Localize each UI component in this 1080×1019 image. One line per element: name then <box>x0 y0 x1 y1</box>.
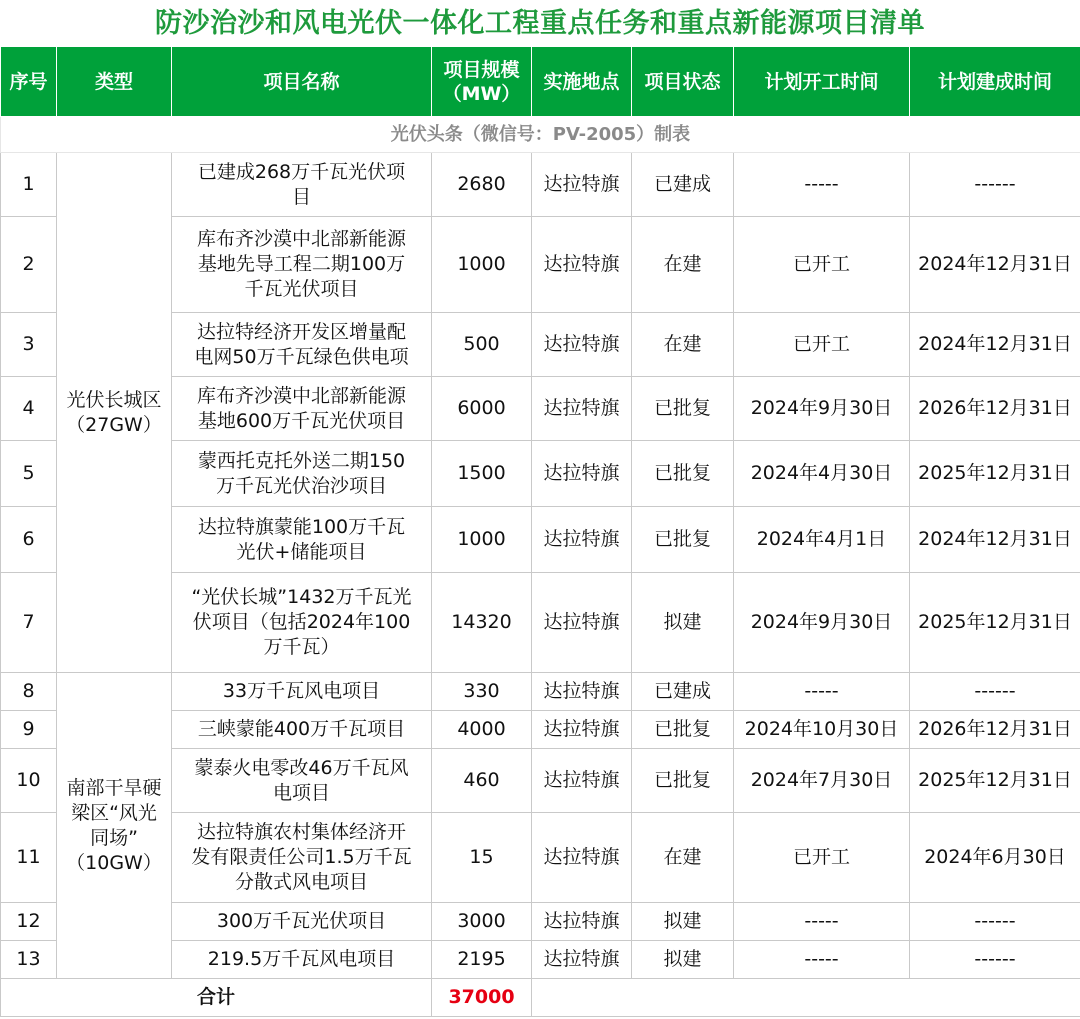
name-line: “光伏长城”1432万千瓦光 <box>191 586 412 608</box>
header-seq: 序号 <box>1 47 57 117</box>
seq-cell: 6 <box>1 507 57 573</box>
scale-cell: 1500 <box>432 441 532 507</box>
scale-cell: 1000 <box>432 217 532 313</box>
seq-cell: 11 <box>1 813 57 903</box>
location-cell: 达拉特旗 <box>532 903 632 941</box>
type-line: 光伏长城区 <box>66 388 162 411</box>
name-line: 达拉特旗蒙能100万千瓦 <box>197 515 406 538</box>
scale-cell: 4000 <box>432 711 532 749</box>
seq-cell: 4 <box>1 377 57 441</box>
status-cell: 已建成 <box>632 153 734 217</box>
status-cell: 拟建 <box>632 941 734 979</box>
name-line: 发有限责任公司1.5万千瓦 <box>191 846 412 868</box>
name-cell <box>172 313 432 377</box>
start-cell: 已开工 <box>734 217 910 313</box>
type-cell <box>57 153 172 673</box>
name-line: 电项目 <box>272 781 330 804</box>
type-line: （10GW） <box>66 851 162 874</box>
header-type: 类型 <box>57 47 172 117</box>
seq-cell: 5 <box>1 441 57 507</box>
start-cell: ----- <box>734 941 910 979</box>
scale-cell: 2195 <box>432 941 532 979</box>
name-cell <box>172 441 432 507</box>
seq-cell: 12 <box>1 903 57 941</box>
header-row <box>1 47 1080 117</box>
start-cell: 2024年4月1日 <box>734 507 910 573</box>
name-line: 分散式风电项目 <box>234 871 368 893</box>
header-finish: 计划建成时间 <box>910 47 1080 117</box>
type-cell <box>57 673 172 979</box>
scale-cell: 15 <box>432 813 532 903</box>
finish-cell: ------ <box>910 903 1080 941</box>
seq-cell: 8 <box>1 673 57 711</box>
finish-cell: 2024年12月31日 <box>910 313 1080 377</box>
finish-cell: 2025年12月31日 <box>910 573 1080 673</box>
name-line: 千瓦光伏项目 <box>244 278 359 300</box>
location-cell: 达拉特旗 <box>532 573 632 673</box>
name-cell <box>172 573 432 673</box>
scale-cell: 3000 <box>432 903 532 941</box>
seq-cell: 10 <box>1 749 57 813</box>
location-cell: 达拉特旗 <box>532 377 632 441</box>
finish-cell: ------ <box>910 941 1080 979</box>
name-line: 目 <box>291 185 311 208</box>
location-cell: 达拉特旗 <box>532 313 632 377</box>
header-start: 计划开工时间 <box>734 47 910 117</box>
scale-cell: 14320 <box>432 573 532 673</box>
name-line: 33万千瓦风电项目 <box>222 680 381 702</box>
location-cell: 达拉特旗 <box>532 813 632 903</box>
name-cell <box>172 507 432 573</box>
name-line: 达拉特经济开发区增量配 <box>196 320 406 343</box>
note-row <box>1 117 1080 153</box>
source-note: 光伏头条（微信号：PV-2005）制表 <box>1 117 1080 153</box>
name-line: 300万千瓦光伏项目 <box>216 910 387 932</box>
status-cell: 在建 <box>632 813 734 903</box>
status-cell: 拟建 <box>632 903 734 941</box>
location-cell: 达拉特旗 <box>532 749 632 813</box>
name-line: 库布齐沙漠中北部新能源 <box>196 384 406 407</box>
start-cell: 已开工 <box>734 313 910 377</box>
status-cell: 在建 <box>632 313 734 377</box>
finish-cell: 2026年12月31日 <box>910 711 1080 749</box>
name-line: 达拉特旗农村集体经济开 <box>196 821 406 843</box>
name-line: 万千瓦） <box>263 636 340 658</box>
total-label: 合计 <box>1 979 432 1017</box>
name-line: 219.5万千瓦风电项目 <box>207 948 396 970</box>
scale-cell: 2680 <box>432 153 532 217</box>
seq-cell: 13 <box>1 941 57 979</box>
name-line: 三峡蒙能400万千瓦项目 <box>197 718 406 740</box>
finish-cell: 2024年12月31日 <box>910 217 1080 313</box>
finish-cell: 2024年12月31日 <box>910 507 1080 573</box>
name-line: 万千瓦光伏治沙项目 <box>215 474 387 497</box>
location-cell: 达拉特旗 <box>532 711 632 749</box>
start-cell: 2024年7月30日 <box>734 749 910 813</box>
start-cell: 2024年10月30日 <box>734 711 910 749</box>
location-cell: 达拉特旗 <box>532 507 632 573</box>
table-row <box>1 153 1080 217</box>
seq-cell: 9 <box>1 711 57 749</box>
start-cell: 2024年9月30日 <box>734 573 910 673</box>
scale-cell: 6000 <box>432 377 532 441</box>
header-name: 项目名称 <box>172 47 432 117</box>
total-row <box>1 979 1080 1017</box>
page-title: 防沙治沙和风电光伏一体化工程重点任务和重点新能源项目清单 <box>155 8 925 39</box>
header-status: 项目状态 <box>632 47 734 117</box>
table-row <box>1 673 1080 711</box>
header-scale-line2: （MW） <box>442 82 521 105</box>
status-cell: 已批复 <box>632 441 734 507</box>
start-cell: ----- <box>734 153 910 217</box>
header-location: 实施地点 <box>532 47 632 117</box>
scale-cell: 330 <box>432 673 532 711</box>
name-cell <box>172 749 432 813</box>
start-cell: ----- <box>734 673 910 711</box>
scale-cell: 460 <box>432 749 532 813</box>
name-cell <box>172 673 432 711</box>
start-cell: ----- <box>734 903 910 941</box>
project-table <box>0 46 1080 1017</box>
name-line: 库布齐沙漠中北部新能源 <box>196 228 406 250</box>
scale-cell: 500 <box>432 313 532 377</box>
seq-cell: 3 <box>1 313 57 377</box>
finish-cell: 2025年12月31日 <box>910 441 1080 507</box>
seq-cell: 7 <box>1 573 57 673</box>
status-cell: 已建成 <box>632 673 734 711</box>
name-cell <box>172 153 432 217</box>
start-cell: 2024年4月30日 <box>734 441 910 507</box>
name-line: 蒙泰火电零改46万千瓦风 <box>194 756 409 779</box>
type-line: （27GW） <box>66 413 162 436</box>
location-cell: 达拉特旗 <box>532 217 632 313</box>
finish-cell: 2024年6月30日 <box>910 813 1080 903</box>
name-line: 基地600万千瓦光伏项目 <box>197 409 406 432</box>
location-cell: 达拉特旗 <box>532 673 632 711</box>
status-cell: 已批复 <box>632 377 734 441</box>
location-cell: 达拉特旗 <box>532 153 632 217</box>
type-line: 南部干旱硬 <box>66 776 162 799</box>
status-cell: 在建 <box>632 217 734 313</box>
name-cell <box>172 813 432 903</box>
name-line: 伏项目（包括2024年100 <box>192 611 411 633</box>
name-cell <box>172 941 432 979</box>
name-cell <box>172 711 432 749</box>
status-cell: 已批复 <box>632 749 734 813</box>
finish-cell: 2025年12月31日 <box>910 749 1080 813</box>
status-cell: 已批复 <box>632 711 734 749</box>
name-cell <box>172 377 432 441</box>
name-line: 光伏+储能项目 <box>236 540 367 563</box>
seq-cell: 2 <box>1 217 57 313</box>
location-cell: 达拉特旗 <box>532 941 632 979</box>
finish-cell: ------ <box>910 153 1080 217</box>
status-cell: 拟建 <box>632 573 734 673</box>
total-blank <box>532 979 1080 1017</box>
header-scale <box>432 47 532 117</box>
status-cell: 已批复 <box>632 507 734 573</box>
name-cell <box>172 903 432 941</box>
finish-cell: 2026年12月31日 <box>910 377 1080 441</box>
seq-cell: 1 <box>1 153 57 217</box>
name-line: 基地先导工程二期100万 <box>197 253 406 275</box>
name-line: 电网50万千瓦绿色供电项 <box>194 345 409 368</box>
header-scale-line1: 项目规模 <box>443 58 520 81</box>
start-cell: 已开工 <box>734 813 910 903</box>
total-value: 37000 <box>432 979 532 1017</box>
name-line: 已建成268万千瓦光伏项 <box>197 160 406 183</box>
scale-cell: 1000 <box>432 507 532 573</box>
name-line: 蒙西托克托外送二期150 <box>197 449 406 472</box>
type-line: 同场” <box>90 826 138 849</box>
type-line: 梁区“风光 <box>71 801 157 824</box>
finish-cell: ------ <box>910 673 1080 711</box>
name-cell <box>172 217 432 313</box>
location-cell: 达拉特旗 <box>532 441 632 507</box>
start-cell: 2024年9月30日 <box>734 377 910 441</box>
